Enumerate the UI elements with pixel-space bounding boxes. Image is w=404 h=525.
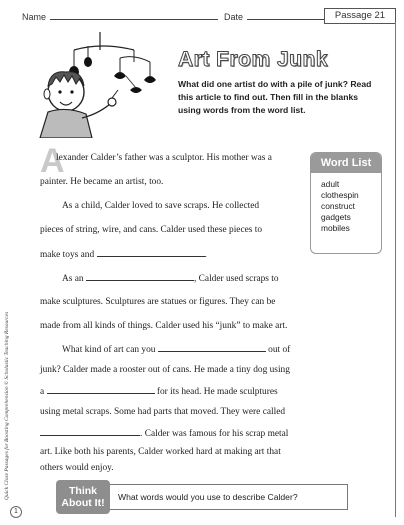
word-list-item: mobiles (321, 223, 350, 233)
date-label: Date (224, 12, 244, 22)
paragraph-4-line-2: junk? Calder made a rooster out of cans. He made a tiny dog using (40, 365, 290, 375)
paragraph-4-line-3: a for its head. He made sculptures (40, 387, 278, 397)
page-number: 1 (10, 506, 22, 518)
paragraph-4-line-4: using metal scraps. Some had parts that moved. They were called (40, 407, 286, 417)
blank-2[interactable] (86, 272, 194, 281)
paragraph-1-line-1: lexander Calder’s father was a sculptor. His mother was a (56, 153, 272, 163)
paragraph-3-line-3: made from all kinds of things. Calder used his “junk” to make art. (40, 321, 288, 331)
paragraph-4-line-1: What kind of art can you out of (62, 345, 291, 355)
paragraph-1-line-2: painter. He became an artist, too. (40, 177, 164, 187)
page-title: Art From Junk (178, 48, 329, 71)
word-list-box (310, 152, 382, 254)
date-field[interactable] (247, 12, 325, 20)
word-list (311, 173, 381, 234)
blank-5[interactable] (40, 427, 140, 436)
calder-mobile-illustration (22, 28, 162, 138)
copyright-credit: Quick Cloze Passages for Boosting Comprehension © Scholastic Teaching Resources (4, 311, 10, 500)
word-list-item: construct (321, 201, 355, 211)
name-field[interactable] (50, 12, 218, 20)
paragraph-4-line-6-text: art. Like both his parents, Calder worked hard at making art that (40, 447, 281, 457)
word-list-item: clothespin (321, 190, 359, 200)
word-list-item: gadgets (321, 212, 351, 222)
name-label: Name (22, 12, 47, 22)
right-border (395, 22, 396, 517)
drop-cap: A (40, 142, 65, 180)
paragraph-4-line-7-text: others would enjoy. (40, 463, 114, 473)
blank-1[interactable] (97, 248, 205, 257)
paragraph-2-line-3: make toys and . (40, 250, 207, 260)
paragraph-3-line-1: As an , Calder used scraps to (62, 274, 279, 284)
think-badge: Think About It! (56, 480, 110, 514)
instructions: What did one artist do with a pile of junk? Read this article to find out. Then fill in the blanks using words from the word list. (178, 79, 372, 115)
blank-4[interactable] (47, 385, 155, 394)
paragraph-4-line-5: . Calder was famous for his scrap metal (40, 427, 306, 440)
blank-3[interactable] (158, 343, 266, 352)
think-about-it (56, 480, 350, 514)
word-list-heading: Word List (311, 153, 381, 173)
name-date-line (22, 12, 325, 22)
paragraph-3-line-2: make sculptures. Sculptures are statues or figures. They can be (40, 297, 276, 307)
passage-number: Passage 21 (324, 8, 396, 24)
think-question-box: What words would you use to describe Calder? (106, 484, 348, 510)
paragraph-2-line-2: pieces of string, wire, and cans. Calder used these pieces to (40, 225, 263, 235)
word-list-item: adult (321, 179, 340, 189)
paragraph-2-line-1: As a child, Calder loved to save scraps. He collected (62, 201, 260, 211)
